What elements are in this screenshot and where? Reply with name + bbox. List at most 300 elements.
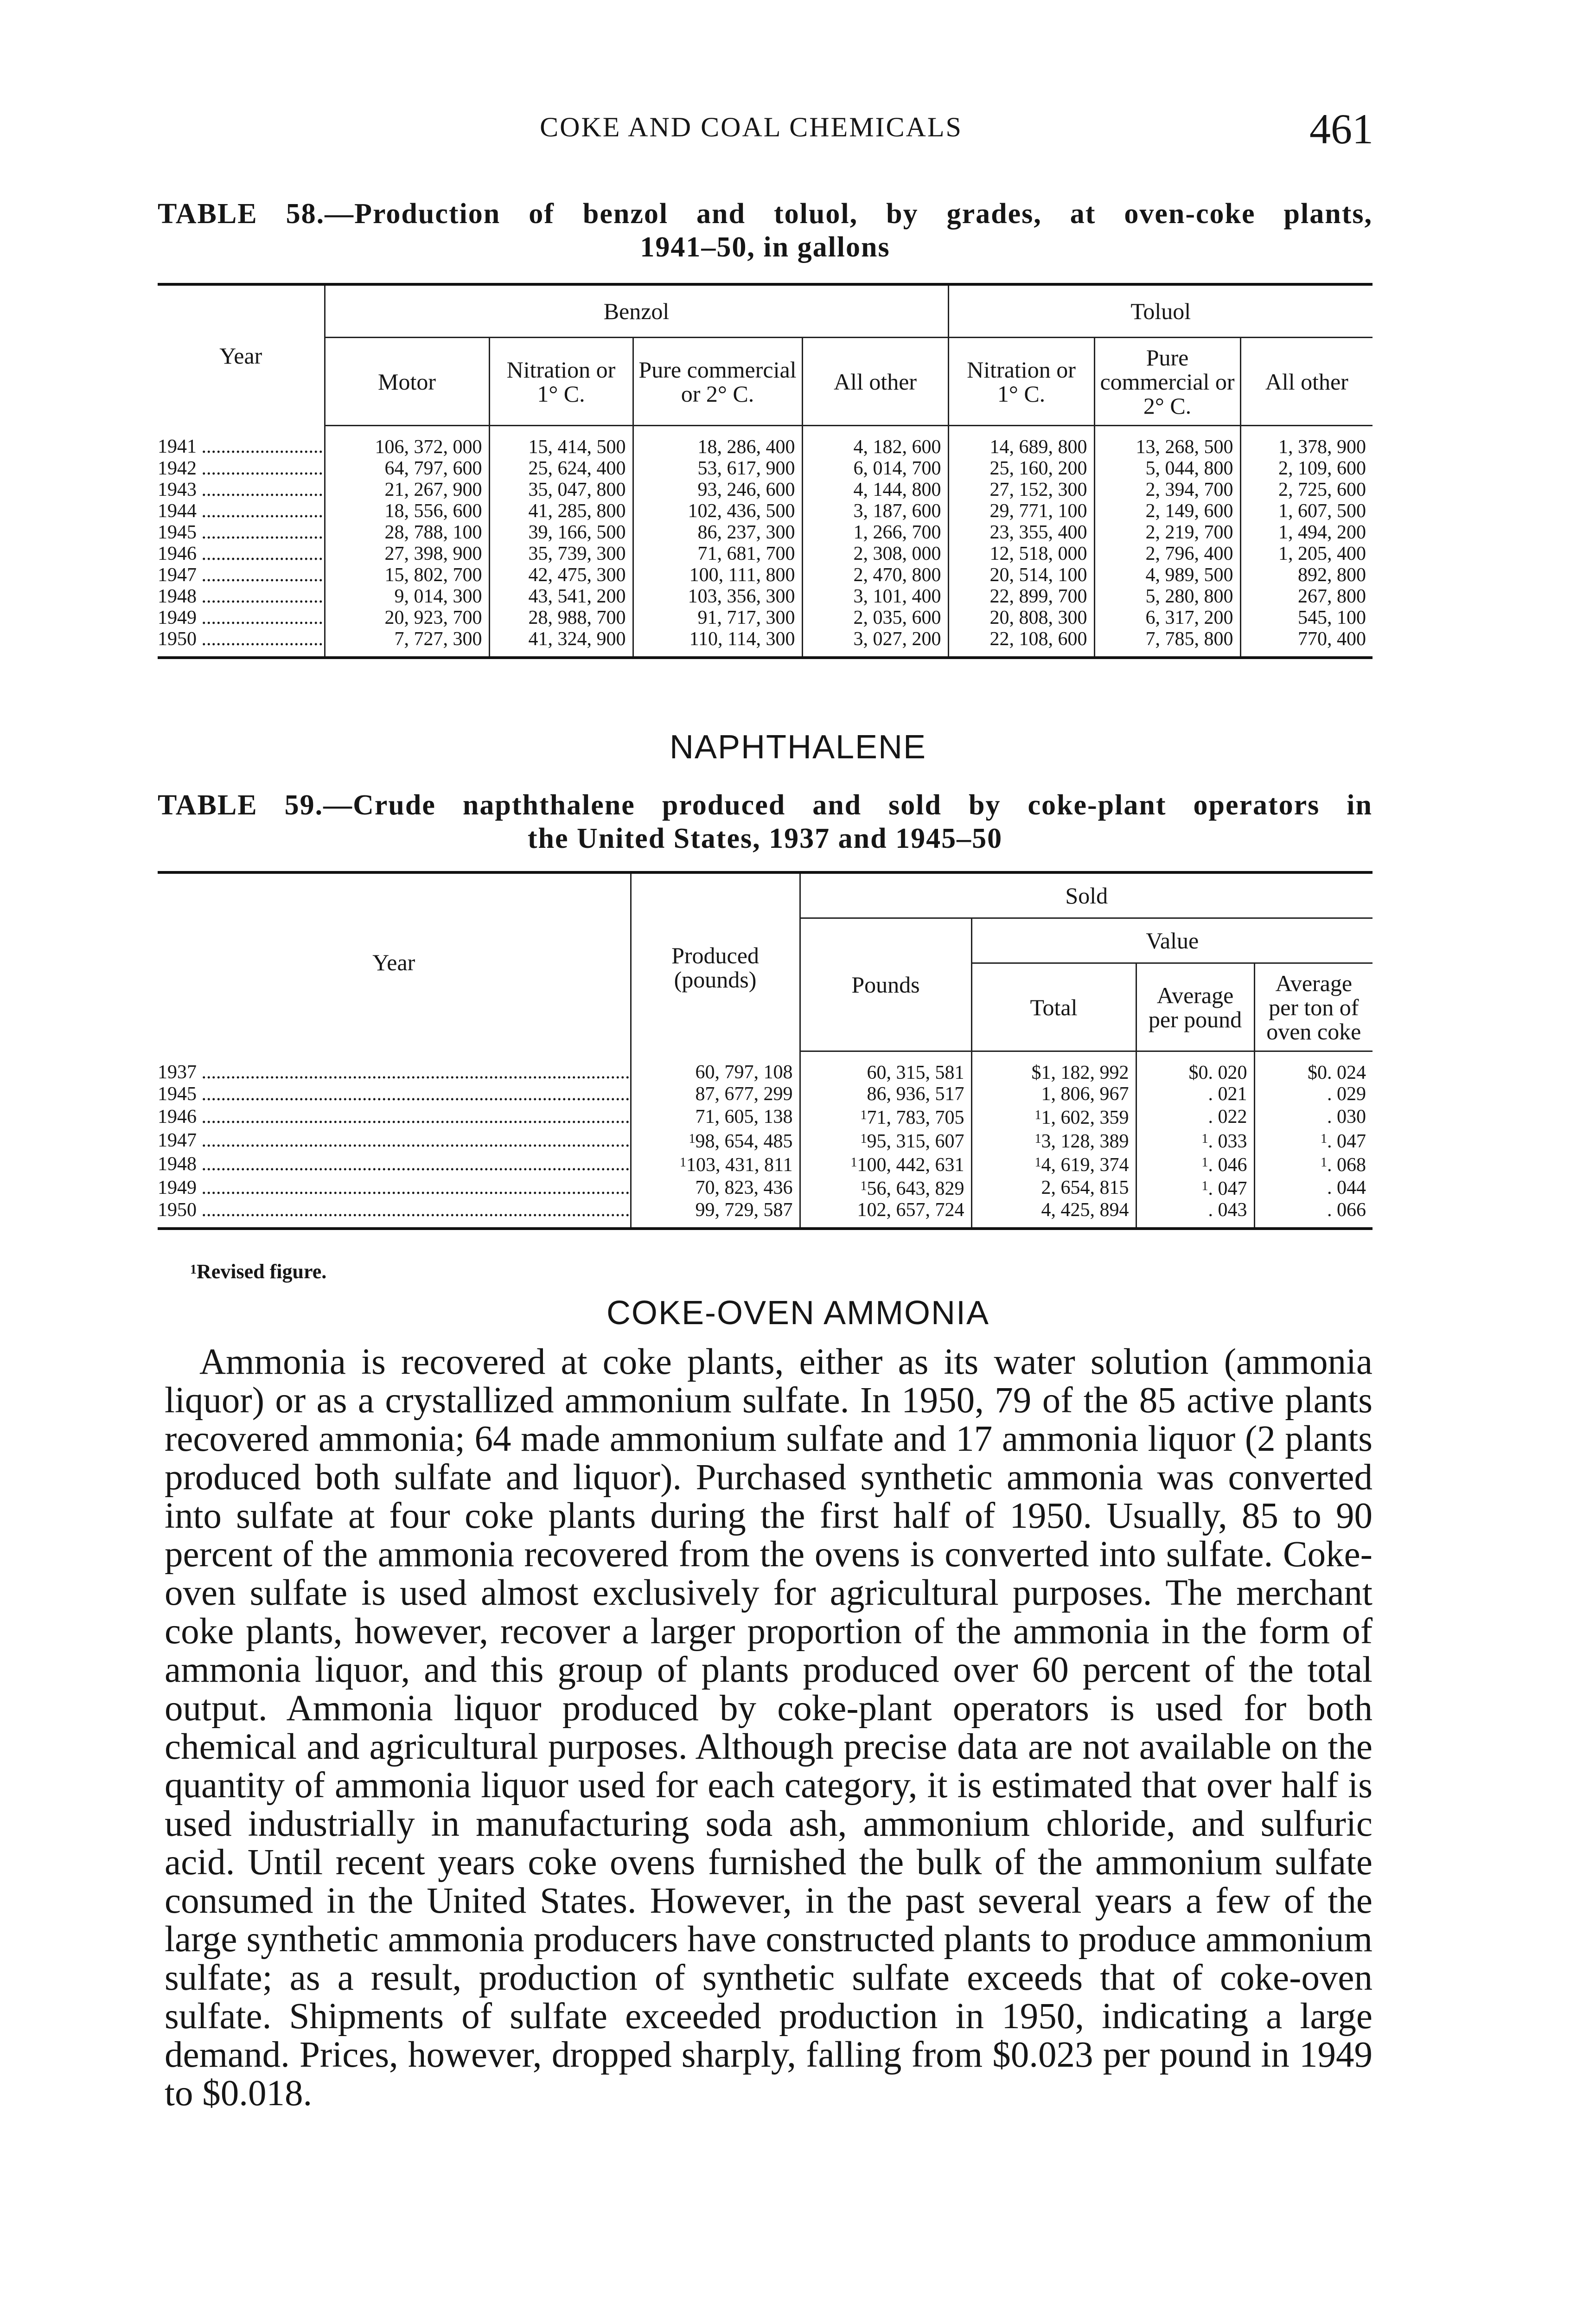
cell-benzol-pure [633,458,802,479]
cell-average-per-pound-value: . 043 [1208,1199,1247,1221]
cell-year [158,1083,631,1105]
cell-toluol-pure [1094,628,1240,658]
footnote-mark: 1 [860,1132,867,1146]
cell-average-per-ton [1254,1152,1373,1176]
table-row [158,1105,1373,1128]
table-row [158,426,1373,458]
cell-toluol-nitration [948,426,1094,458]
cell-benzol-other-value: 3, 101, 400 [853,586,941,607]
cell-toluol-pure-value: 2, 796, 400 [1145,543,1233,564]
col-toluol-nitration: Nitration or 1° C. [948,338,1094,426]
cell-average-per-ton-value: . 030 [1327,1106,1366,1127]
cell-benzol-pure [633,628,802,658]
cell-benzol-motor-value: 18, 556, 600 [384,500,482,522]
cell-produced-value: 60, 797, 108 [695,1062,793,1083]
table-59-footnote [190,1260,326,1283]
cell-average-per-pound [1136,1176,1254,1199]
cell-year-value: 1949 [158,607,197,628]
cell-produced [631,1105,800,1128]
table-row [158,543,1373,564]
cell-benzol-nitration [489,500,633,522]
cell-benzol-pure-value: 100, 111, 800 [689,564,795,586]
table-row [158,1083,1373,1105]
table-row [158,586,1373,607]
cell-toluol-other [1240,458,1373,479]
cell-benzol-pure-value: 53, 617, 900 [697,458,795,479]
value-group-header: Value [971,918,1373,963]
cell-benzol-motor [325,458,489,479]
cell-toluol-pure [1094,458,1240,479]
cell-year-value: 1946 [158,1106,197,1127]
cell-toluol-pure [1094,564,1240,586]
cell-benzol-other-value: 3, 027, 200 [853,628,941,650]
cell-benzol-nitration-value: 28, 988, 700 [528,607,626,628]
cell-value-total [971,1105,1136,1128]
cell-benzol-pure [633,426,802,458]
cell-average-per-ton [1254,1128,1373,1152]
cell-benzol-motor [325,628,489,658]
cell-toluol-pure-value: 4, 989, 500 [1145,564,1233,586]
cell-benzol-nitration [489,607,633,628]
table-row [158,500,1373,522]
col-average-per-pound: Average per pound [1136,963,1254,1051]
table-59-caption-line-2: the United States, 1937 and 1945–50 [527,823,1003,854]
cell-benzol-pure [633,479,802,500]
cell-benzol-other [802,607,948,628]
cell-average-per-ton-value: . 044 [1327,1177,1366,1198]
page-number: 461 [1309,105,1373,153]
table-row [158,458,1373,479]
cell-benzol-nitration-value: 25, 624, 400 [528,458,626,479]
cell-toluol-other-value: 545, 100 [1298,607,1366,628]
cell-average-per-ton-value: . 066 [1327,1199,1366,1221]
cell-benzol-motor [325,564,489,586]
cell-average-per-pound [1136,1152,1254,1176]
cell-toluol-pure [1094,426,1240,458]
cell-benzol-nitration [489,628,633,658]
cell-benzol-motor [325,522,489,543]
cell-toluol-other [1240,564,1373,586]
sold-group-header: Sold [800,872,1373,918]
table-59-caption [158,788,1373,855]
cell-benzol-motor [325,500,489,522]
cell-value-total-value: 1, 806, 967 [1041,1083,1129,1105]
cell-benzol-motor-value: 64, 797, 600 [384,458,482,479]
naphthalene-heading: NAPHTHALENE [669,729,927,766]
col-sold-pounds: Pounds [800,918,971,1051]
cell-sold-pounds-value: 95, 315, 607 [867,1131,964,1152]
cell-year [158,564,325,586]
cell-average-per-ton-value: . 068 [1327,1154,1366,1176]
cell-toluol-pure [1094,607,1240,628]
cell-benzol-motor [325,479,489,500]
cell-benzol-motor-value: 7, 727, 300 [394,628,482,650]
cell-produced-value: 98, 654, 485 [695,1131,793,1152]
cell-benzol-nitration-value: 43, 541, 200 [528,586,626,607]
cell-toluol-other-value: 1, 378, 900 [1278,436,1366,458]
footnote-mark: 1 [1321,1155,1328,1170]
cell-year [158,1199,631,1229]
ammonia-heading: COKE-OVEN AMMONIA [606,1294,990,1332]
benzol-group-header: Benzol [325,284,948,338]
cell-benzol-pure-value: 86, 237, 300 [697,522,795,543]
table-row [158,1051,1373,1084]
cell-average-per-pound-value: . 046 [1208,1154,1247,1176]
footnote-mark: 1 [1034,1155,1041,1170]
cell-toluol-pure [1094,522,1240,543]
cell-benzol-pure-value: 103, 356, 300 [688,586,795,607]
cell-toluol-other-value: 2, 725, 600 [1278,479,1366,500]
cell-toluol-other [1240,479,1373,500]
cell-value-total-value: 2, 654, 815 [1041,1177,1129,1198]
cell-benzol-nitration [489,586,633,607]
cell-produced [631,1051,800,1084]
cell-benzol-pure [633,500,802,522]
cell-benzol-nitration [489,543,633,564]
footnote-mark: 1 [850,1155,857,1170]
footnote-mark: 1 [1201,1132,1208,1146]
cell-average-per-pound [1136,1128,1254,1152]
table-58-caption-line-1: TABLE 58.—Production of benzol and toluol, by grades, at oven-coke plants, [158,198,1373,230]
cell-value-total-value: 4, 619, 374 [1041,1154,1129,1176]
cell-benzol-motor-value: 9, 014, 300 [394,586,482,607]
cell-benzol-other [802,628,948,658]
cell-year [158,458,325,479]
cell-average-per-pound [1136,1083,1254,1105]
cell-value-total-value: $1, 182, 992 [1031,1062,1129,1083]
table-row [158,1152,1373,1176]
col-year-header: Year [158,872,631,1051]
cell-toluol-nitration [948,458,1094,479]
cell-toluol-other [1240,543,1373,564]
cell-year-value: 1947 [158,564,197,586]
cell-benzol-motor-value: 21, 267, 900 [384,479,482,500]
toluol-group-header: Toluol [948,284,1373,338]
cell-toluol-nitration [948,628,1094,658]
cell-value-total-value: 4, 425, 894 [1041,1199,1129,1221]
cell-sold-pounds-value: 60, 315, 581 [867,1062,964,1083]
cell-produced [631,1128,800,1152]
cell-benzol-other [802,543,948,564]
table-row [158,1199,1373,1229]
cell-benzol-motor [325,543,489,564]
cell-average-per-ton-value: $0. 024 [1308,1062,1366,1083]
cell-sold-pounds [800,1105,971,1128]
footnote-mark: 1 [190,1262,197,1277]
cell-average-per-ton-value: . 029 [1327,1083,1366,1105]
cell-toluol-pure-value: 2, 394, 700 [1145,479,1233,500]
cell-toluol-other-value: 892, 800 [1298,564,1366,586]
cell-year [158,1051,631,1084]
cell-year-value: 1943 [158,479,197,500]
cell-produced [631,1152,800,1176]
col-benzol-nitration: Nitration or 1° C. [489,338,633,426]
cell-sold-pounds-value: 86, 936, 517 [867,1083,964,1105]
cell-toluol-other [1240,607,1373,628]
cell-benzol-motor [325,426,489,458]
cell-toluol-pure-value: 13, 268, 500 [1136,436,1233,458]
cell-benzol-other [802,564,948,586]
cell-value-total [971,1176,1136,1199]
cell-toluol-nitration [948,479,1094,500]
cell-year-value: 1948 [158,586,197,607]
cell-average-per-ton [1254,1105,1373,1128]
cell-average-per-ton [1254,1083,1373,1105]
cell-toluol-nitration-value: 22, 899, 700 [990,586,1087,607]
cell-benzol-other [802,479,948,500]
table-row [158,1128,1373,1152]
cell-toluol-pure-value: 6, 317, 200 [1145,607,1233,628]
cell-year [158,479,325,500]
table-58-caption [158,197,1373,264]
cell-benzol-motor [325,586,489,607]
table-row [158,479,1373,500]
col-toluol-pure: Pure commercial or 2° C. [1094,338,1240,426]
cell-year [158,543,325,564]
cell-year-value: 1949 [158,1177,197,1198]
cell-average-per-pound-value: . 047 [1208,1178,1247,1199]
cell-benzol-other-value: 4, 144, 800 [853,479,941,500]
cell-average-per-pound-value: . 021 [1208,1083,1247,1105]
cell-benzol-motor-value: 15, 802, 700 [384,564,482,586]
cell-benzol-pure-value: 18, 286, 400 [697,436,795,458]
cell-value-total [971,1083,1136,1105]
cell-average-per-ton [1254,1199,1373,1229]
cell-benzol-pure [633,543,802,564]
cell-benzol-nitration-value: 35, 739, 300 [528,543,626,564]
table-59-body [158,1051,1373,1229]
cell-year [158,426,325,458]
cell-benzol-nitration-value: 15, 414, 500 [528,436,626,458]
cell-produced-value: 99, 729, 587 [695,1199,793,1221]
cell-average-per-pound-value: . 033 [1208,1131,1247,1152]
cell-toluol-pure-value: 7, 785, 800 [1145,628,1233,650]
cell-toluol-pure-value: 5, 280, 800 [1145,586,1233,607]
cell-sold-pounds [800,1083,971,1105]
cell-benzol-other [802,586,948,607]
cell-toluol-pure [1094,479,1240,500]
cell-benzol-nitration-value: 41, 285, 800 [528,500,626,522]
table-58 [158,283,1373,659]
cell-benzol-pure [633,564,802,586]
cell-average-per-ton [1254,1051,1373,1084]
footnote-mark: 1 [680,1155,687,1170]
cell-average-per-pound-value: $0. 020 [1188,1062,1247,1083]
cell-benzol-other-value: 3, 187, 600 [853,500,941,522]
cell-benzol-nitration-value: 39, 166, 500 [528,522,626,543]
cell-benzol-other-value: 6, 014, 700 [853,458,941,479]
cell-toluol-other [1240,426,1373,458]
col-toluol-other: All other [1240,338,1373,426]
cell-toluol-other [1240,522,1373,543]
cell-benzol-nitration [489,458,633,479]
cell-value-total [971,1152,1136,1176]
cell-year [158,1128,631,1152]
cell-toluol-other-value: 1, 494, 200 [1278,522,1366,543]
cell-benzol-pure [633,522,802,543]
col-year-header: Year [158,284,325,426]
cell-benzol-pure-value: 110, 114, 300 [689,628,795,650]
cell-benzol-other-value: 1, 266, 700 [853,522,941,543]
col-produced: Produced (pounds) [631,872,800,1051]
table-58-caption-line-2: 1941–50, in gallons [640,231,890,263]
cell-produced-value: 71, 605, 138 [695,1106,793,1127]
cell-toluol-nitration [948,522,1094,543]
cell-benzol-other-value: 2, 470, 800 [853,564,941,586]
cell-year-value: 1946 [158,543,197,564]
table-row [158,522,1373,543]
cell-sold-pounds [800,1128,971,1152]
cell-benzol-motor-value: 27, 398, 900 [384,543,482,564]
cell-year-value: 1948 [158,1153,197,1175]
cell-average-per-ton-value: . 047 [1327,1131,1366,1152]
cell-sold-pounds-value: 56, 643, 829 [867,1178,964,1199]
cell-benzol-nitration-value: 42, 475, 300 [528,564,626,586]
cell-benzol-other-value: 2, 035, 600 [853,607,941,628]
cell-year-value: 1947 [158,1129,197,1151]
cell-year-value: 1950 [158,628,197,650]
cell-year-value: 1945 [158,1083,197,1105]
table-58-body [158,426,1373,658]
cell-benzol-other-value: 2, 308, 000 [853,543,941,564]
cell-toluol-nitration [948,543,1094,564]
cell-toluol-pure [1094,586,1240,607]
cell-sold-pounds [800,1199,971,1229]
cell-year [158,628,325,658]
cell-toluol-other-value: 1, 607, 500 [1278,500,1366,522]
cell-toluol-other [1240,628,1373,658]
cell-benzol-pure-value: 93, 246, 600 [697,479,795,500]
cell-toluol-nitration-value: 25, 160, 200 [990,458,1087,479]
cell-produced [631,1176,800,1199]
cell-toluol-nitration [948,607,1094,628]
footnote-mark: 1 [1201,1179,1208,1193]
cell-toluol-nitration-value: 12, 518, 000 [990,543,1087,564]
cell-year-value: 1937 [158,1062,197,1083]
cell-toluol-pure-value: 5, 044, 800 [1145,458,1233,479]
cell-benzol-other [802,426,948,458]
cell-value-total [971,1199,1136,1229]
cell-average-per-pound [1136,1051,1254,1084]
cell-benzol-motor-value: 106, 372, 000 [375,436,482,458]
cell-produced-value: 103, 431, 811 [686,1154,793,1176]
cell-average-per-pound [1136,1199,1254,1229]
cell-year-value: 1944 [158,500,197,522]
cell-sold-pounds-value: 71, 783, 705 [867,1107,964,1128]
cell-toluol-nitration-value: 29, 771, 100 [990,500,1087,522]
cell-benzol-pure [633,607,802,628]
table-row [158,628,1373,658]
cell-benzol-pure-value: 91, 717, 300 [697,607,795,628]
cell-year [158,586,325,607]
cell-benzol-nitration-value: 35, 047, 800 [528,479,626,500]
cell-year-value: 1945 [158,522,197,543]
cell-benzol-nitration [489,426,633,458]
cell-value-total-value: 3, 128, 389 [1041,1131,1129,1152]
cell-toluol-pure [1094,500,1240,522]
cell-year [158,500,325,522]
cell-toluol-other-value: 1, 205, 400 [1278,543,1366,564]
ammonia-paragraph: Ammonia is recovered at coke plants, either as its water solution (ammonia liquor) or as a crystallized ammonium sulfate. In 1950, 79 of the 85 active plants recovered ammonia; 64 made ammonium sulfate and 17 ammonia liquor (2 plants produced both sulfate and liquor). Purchased synthetic ammonia was converted into sulfate at four coke plants during the first half of 1950. Usually, 85 to 90 percent of the ammonia recovered from the ovens is converted into sulfate. Coke-oven sulfate is used almost exclusively for agricultural purposes. The merchant coke plants, however, recover a larger proportion of the ammonia in the form of ammonia liquor, and this group of plants produced over 60 percent of the total output. Ammonia liquor produced by coke-plant operators is used for both chemical and agricultural purposes. Although precise data are not available on the quantity of ammonia liquor used for each category, it is estimated that over half is used industrially in manufacturing soda ash, ammonium chloride, and sulfuric acid. Until recent years coke ovens furnished the bulk of the ammonium sulfate consumed in the United States. However, in the past several years a few of the large synthetic ammonia producers have constructed plants to produce ammonium sulfate; as a result, production of synthetic sulfate exceeds that of coke-oven sulfate. Shipments of sulfate exceeded production in 1950, indicating a large demand. Prices, however, dropped sharply, falling from $0.023 per pound in 1949 to $0.018. [165,1342,1373,2114]
cell-year-value: 1942 [158,458,197,479]
cell-year-value: 1941 [158,436,197,458]
cell-sold-pounds-value: 100, 442, 631 [857,1154,964,1176]
cell-produced-value: 87, 677, 299 [695,1083,793,1105]
cell-year [158,1105,631,1128]
table-row [158,607,1373,628]
cell-sold-pounds [800,1051,971,1084]
cell-value-total [971,1128,1136,1152]
cell-year-value: 1950 [158,1199,197,1221]
cell-average-per-ton [1254,1176,1373,1199]
table-59 [158,871,1373,1230]
footnote-mark: 1 [1321,1132,1328,1146]
footnote-mark: 1 [1034,1108,1041,1122]
col-benzol-pure: Pure commercial or 2° C. [633,338,802,426]
col-benzol-motor: Motor [325,338,489,426]
cell-toluol-other [1240,586,1373,607]
cell-benzol-pure-value: 71, 681, 700 [697,543,795,564]
cell-benzol-nitration [489,564,633,586]
cell-benzol-nitration-value: 41, 324, 900 [528,628,626,650]
cell-benzol-nitration [489,479,633,500]
cell-benzol-motor [325,607,489,628]
cell-toluol-other-value: 2, 109, 600 [1278,458,1366,479]
cell-toluol-other-value: 770, 400 [1298,628,1366,650]
cell-sold-pounds [800,1176,971,1199]
cell-toluol-nitration-value: 23, 355, 400 [990,522,1087,543]
cell-toluol-nitration-value: 20, 808, 300 [990,607,1087,628]
cell-benzol-other-value: 4, 182, 600 [853,436,941,458]
cell-toluol-pure-value: 2, 219, 700 [1145,522,1233,543]
footnote-mark: 1 [689,1132,696,1146]
cell-benzol-pure-value: 102, 436, 500 [688,500,795,522]
cell-year [158,522,325,543]
cell-value-total-value: 1, 602, 359 [1041,1107,1129,1128]
col-average-per-ton: Average per ton of oven coke [1254,963,1373,1051]
cell-year [158,1152,631,1176]
cell-benzol-motor-value: 20, 923, 700 [384,607,482,628]
table-row [158,1176,1373,1199]
cell-benzol-other [802,522,948,543]
cell-year [158,607,325,628]
cell-benzol-pure [633,586,802,607]
cell-toluol-nitration-value: 27, 152, 300 [990,479,1087,500]
cell-produced-value: 70, 823, 436 [695,1177,793,1198]
cell-benzol-nitration [489,522,633,543]
cell-toluol-nitration-value: 20, 514, 100 [990,564,1087,586]
cell-toluol-nitration [948,586,1094,607]
cell-produced [631,1199,800,1229]
cell-average-per-pound [1136,1105,1254,1128]
table-59-caption-line-1: TABLE 59.—Crude napththalene produced and sold by coke-plant operators in [158,789,1373,821]
cell-toluol-nitration [948,500,1094,522]
cell-benzol-other [802,500,948,522]
table-row [158,564,1373,586]
cell-benzol-motor-value: 28, 788, 100 [384,522,482,543]
cell-sold-pounds [800,1152,971,1176]
cell-toluol-pure [1094,543,1240,564]
cell-toluol-nitration [948,564,1094,586]
footnote-mark: 1 [860,1179,867,1193]
cell-toluol-nitration-value: 14, 689, 800 [990,436,1087,458]
col-benzol-other: All other [802,338,948,426]
cell-year [158,1176,631,1199]
footnote-mark: 1 [860,1108,867,1122]
running-title: COKE AND COAL CHEMICALS [540,112,963,142]
footnote-mark: 1 [1201,1155,1208,1170]
footnote-mark: 1 [1034,1132,1041,1146]
